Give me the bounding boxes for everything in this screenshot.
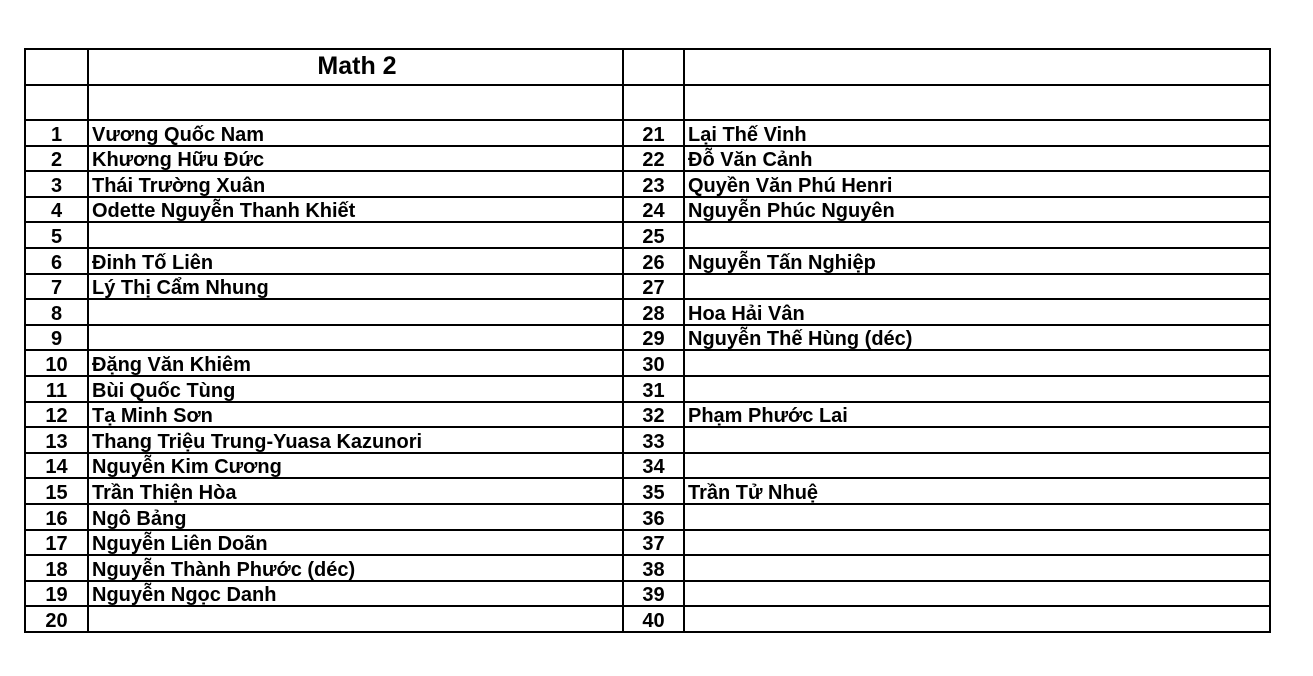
table-row	[25, 427, 1270, 453]
student-name-left: Lý Thị Cẩm Nhung	[88, 274, 623, 300]
row-number-left: 15	[25, 478, 88, 504]
student-name-left: Đặng Văn Khiêm	[88, 350, 623, 376]
row-number-right: 22	[623, 146, 684, 172]
student-name-left: Tạ Minh Sơn	[88, 402, 623, 428]
student-name-right	[684, 350, 1270, 376]
student-name-right	[684, 427, 1270, 453]
row-number-left: 18	[25, 555, 88, 581]
row-number-right: 21	[623, 120, 684, 146]
table-row	[25, 325, 1270, 351]
table-row	[25, 606, 1270, 632]
table-row	[25, 248, 1270, 274]
table-row	[25, 274, 1270, 300]
student-name-left	[88, 299, 623, 325]
student-name-left: Odette Nguyễn Thanh Khiết	[88, 197, 623, 223]
row-number-left: 17	[25, 530, 88, 556]
table-row	[25, 222, 1270, 248]
roster-body	[25, 49, 1270, 632]
row-number-right: 38	[623, 555, 684, 581]
row-number-right: 40	[623, 606, 684, 632]
student-name-left: Vương Quốc Nam	[88, 120, 623, 146]
row-number-left: 20	[25, 606, 88, 632]
student-name-right: Nguyễn Thế Hùng (déc)	[684, 325, 1270, 351]
row-number-right: 27	[623, 274, 684, 300]
student-name-left: Khương Hữu Đức	[88, 146, 623, 172]
student-name-left	[88, 325, 623, 351]
student-name-right: Lại Thế Vinh	[684, 120, 1270, 146]
row-number-left: 12	[25, 402, 88, 428]
row-number-right: 30	[623, 350, 684, 376]
student-name-left: Nguyễn Thành Phước (déc)	[88, 555, 623, 581]
student-name-right	[684, 555, 1270, 581]
empty-cell	[623, 49, 684, 85]
row-number-left: 8	[25, 299, 88, 325]
row-number-left: 3	[25, 171, 88, 197]
title-row	[25, 49, 1270, 85]
table-row	[25, 350, 1270, 376]
student-name-right: Nguyễn Phúc Nguyên	[684, 197, 1270, 223]
student-name-left	[88, 222, 623, 248]
row-number-left: 6	[25, 248, 88, 274]
student-name-right: Quyền Văn Phú Henri	[684, 171, 1270, 197]
row-number-left: 10	[25, 350, 88, 376]
student-name-left: Nguyễn Liên Doãn	[88, 530, 623, 556]
student-name-left: Thái Trường Xuân	[88, 171, 623, 197]
row-number-right: 26	[623, 248, 684, 274]
row-number-right: 34	[623, 453, 684, 479]
roster-table	[24, 48, 1271, 633]
student-name-right: Trần Tử Nhuệ	[684, 478, 1270, 504]
row-number-right: 35	[623, 478, 684, 504]
student-name-left	[88, 606, 623, 632]
page-title: Math 2	[88, 49, 623, 85]
table-row	[25, 453, 1270, 479]
row-number-right: 37	[623, 530, 684, 556]
empty-cell	[25, 85, 88, 120]
empty-cell	[25, 49, 88, 85]
student-name-right	[684, 274, 1270, 300]
student-name-left: Thang Triệu Trung-Yuasa Kazunori	[88, 427, 623, 453]
student-name-right: Nguyễn Tấn Nghiệp	[684, 248, 1270, 274]
empty-cell	[684, 49, 1270, 85]
student-name-right	[684, 504, 1270, 530]
row-number-left: 9	[25, 325, 88, 351]
student-name-right	[684, 606, 1270, 632]
row-number-left: 4	[25, 197, 88, 223]
row-number-right: 36	[623, 504, 684, 530]
student-name-left: Trần Thiện Hòa	[88, 478, 623, 504]
row-number-right: 39	[623, 581, 684, 607]
empty-cell	[684, 85, 1270, 120]
row-number-right: 24	[623, 197, 684, 223]
table-row	[25, 504, 1270, 530]
table-row	[25, 146, 1270, 172]
row-number-right: 32	[623, 402, 684, 428]
student-name-left: Ngô Bảng	[88, 504, 623, 530]
student-name-right: Hoa Hải Vân	[684, 299, 1270, 325]
empty-cell	[623, 85, 684, 120]
student-name-left: Nguyễn Kim Cương	[88, 453, 623, 479]
row-number-left: 19	[25, 581, 88, 607]
student-name-left: Đinh Tố Liên	[88, 248, 623, 274]
blank-row	[25, 85, 1270, 120]
table-row	[25, 197, 1270, 223]
student-name-right	[684, 530, 1270, 556]
empty-cell	[88, 85, 623, 120]
row-number-left: 16	[25, 504, 88, 530]
table-row	[25, 402, 1270, 428]
row-number-right: 29	[623, 325, 684, 351]
student-name-right: Phạm Phước Lai	[684, 402, 1270, 428]
student-name-right	[684, 222, 1270, 248]
student-name-right	[684, 453, 1270, 479]
table-row	[25, 478, 1270, 504]
student-name-right	[684, 376, 1270, 402]
row-number-right: 31	[623, 376, 684, 402]
student-name-left: Bùi Quốc Tùng	[88, 376, 623, 402]
student-name-right: Đỗ Văn Cảnh	[684, 146, 1270, 172]
row-number-left: 2	[25, 146, 88, 172]
row-number-left: 14	[25, 453, 88, 479]
table-row	[25, 120, 1270, 146]
row-number-left: 11	[25, 376, 88, 402]
row-number-left: 1	[25, 120, 88, 146]
table-row	[25, 581, 1270, 607]
table-row	[25, 171, 1270, 197]
row-number-right: 28	[623, 299, 684, 325]
table-row	[25, 299, 1270, 325]
table-row	[25, 376, 1270, 402]
row-number-right: 23	[623, 171, 684, 197]
row-number-left: 7	[25, 274, 88, 300]
row-number-left: 5	[25, 222, 88, 248]
row-number-right: 33	[623, 427, 684, 453]
row-number-left: 13	[25, 427, 88, 453]
table-row	[25, 530, 1270, 556]
row-number-right: 25	[623, 222, 684, 248]
student-name-left: Nguyễn Ngọc Danh	[88, 581, 623, 607]
table-row	[25, 555, 1270, 581]
student-name-right	[684, 581, 1270, 607]
